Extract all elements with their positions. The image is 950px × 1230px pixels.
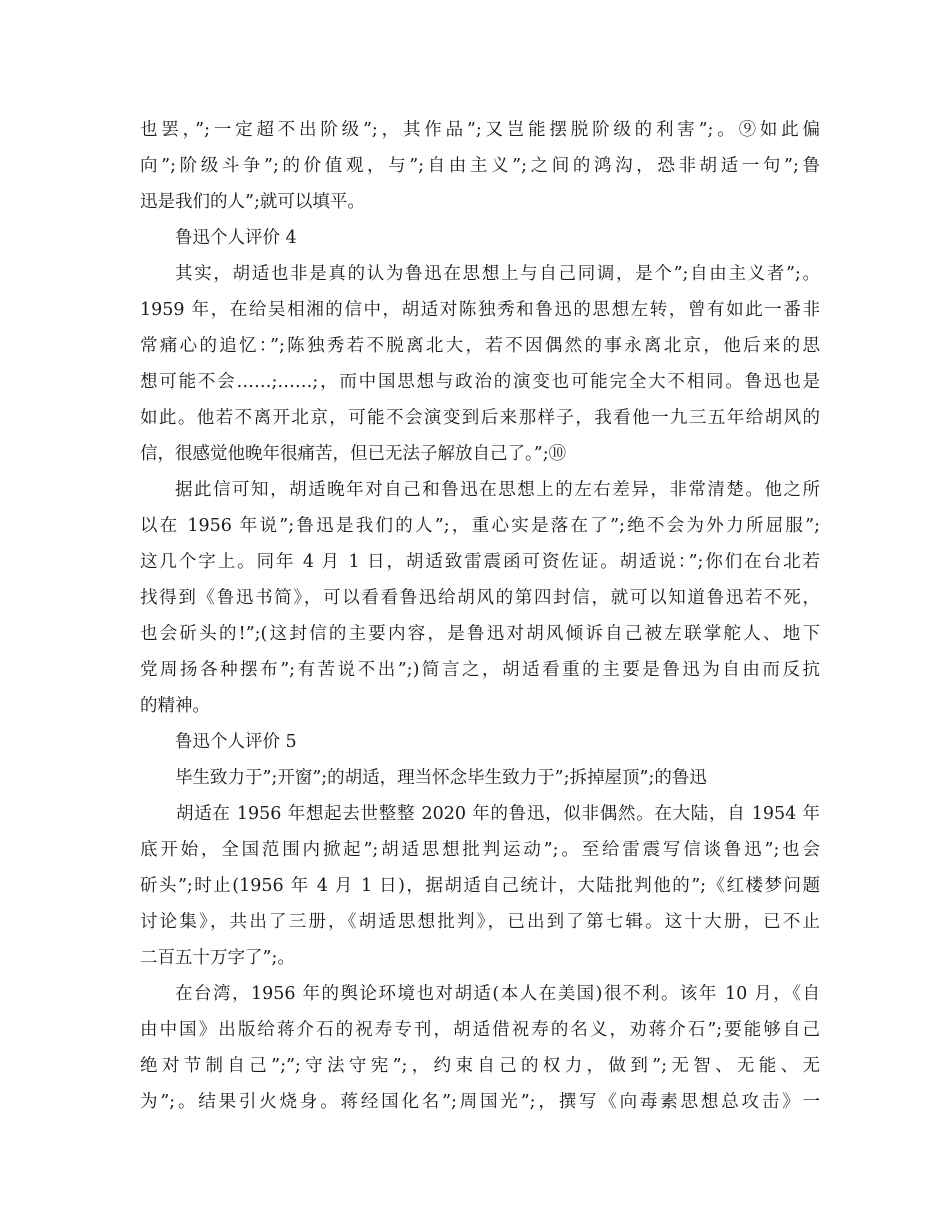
- text-line: 底开始，全国范围内掀起”;胡适思想批判运动”;。至给雷震写信谈鲁迅”;也会: [140, 840, 820, 860]
- section-heading: 鲁迅个人评价 4: [175, 228, 297, 248]
- text-line: 向”;阶级斗争”;的价值观，与”;自由主义”;之间的鸿沟，恐非胡适一句”;鲁: [140, 156, 820, 176]
- text-line: 也会斫头的!”;(这封信的主要内容，是鲁迅对胡风倾诉自己被左联掌舵人、地下: [140, 624, 820, 644]
- paragraph-first-line: 其实，胡适也非是真的认为鲁迅在思想上与自己同调，是个”;自由主义者”;。: [175, 264, 820, 284]
- text-line: 想可能不会……;……;，而中国思想与政治的演变也可能完全大不相同。鲁迅也是: [140, 372, 820, 392]
- text-line: 这几个字上。同年 4 月 1 日，胡适致雷震函可资佐证。胡适说：”;你们在台北若: [140, 552, 820, 572]
- text-line: 找得到《鲁迅书简》，可以看看鲁迅给胡风的第四封信，就可以知道鲁迅若不死，: [140, 588, 820, 608]
- text-line: 也罢，”;一定超不出阶级”;，其作品”;又岂能摆脱阶级的利害”;。⑨如此偏: [140, 120, 820, 140]
- section-heading: 鲁迅个人评价 5: [175, 732, 297, 752]
- text-line: 如此。他若不离开北京，可能不会演变到后来那样子，我看他一九三五年给胡风的: [140, 408, 820, 428]
- text-line: 由中国》出版给蒋介石的祝寿专刊，胡适借祝寿的名义，劝蒋介石”;要能够自己: [140, 1020, 820, 1040]
- text-line: 为”;。结果引火烧身。蒋经国化名”;周国光”;，撰写《向毒素思想总攻击》一: [140, 1092, 820, 1112]
- text-line: 二百五十万字了”;。: [140, 948, 295, 968]
- text-line: 的精神。: [140, 696, 210, 716]
- text-line: 党周扬各种摆布”;有苦说不出”;)简言之，胡适看重的主要是鲁迅为自由而反抗: [140, 660, 820, 680]
- text-line: 1959 年，在给吴相湘的信中，胡适对陈独秀和鲁迅的思想左转，曾有如此一番非: [140, 300, 820, 320]
- text-line: 信，很感觉他晚年很痛苦，但已无法子解放自己了。”;⑩: [140, 444, 567, 464]
- text-line: 以在 1956 年说”;鲁迅是我们的人”;，重心实是落在了”;绝不会为外力所屈服”;: [140, 516, 820, 536]
- text-line: 讨论集》，共出了三册，《胡适思想批判》，已出到了第七辑。这十大册，已不止: [140, 912, 820, 932]
- text-line: 迅是我们的人”;就可以填平。: [140, 192, 365, 212]
- text-line: 常痛心的追忆：”;陈独秀若不脱离北大，若不因偶然的事永离北京，他后来的思: [140, 336, 820, 356]
- paragraph-first-line: 胡适在 1956 年想起去世整整 2020 年的鲁迅，似非偶然。在大陆，自 1954 年: [176, 804, 820, 824]
- text-line: 斫头”;时止(1956 年 4 月 1 日)，据胡适自己统计，大陆批判他的”;《红楼梦问题: [140, 876, 820, 896]
- paragraph-subtitle: 毕生致力于”;开窗”;的胡适，理当怀念毕生致力于”;拆掉屋顶”;的鲁迅: [175, 768, 707, 788]
- paragraph-first-line: 据此信可知，胡适晚年对自己和鲁迅在思想上的左右差异，非常清楚。他之所: [175, 480, 820, 500]
- text-line: 绝对节制自己”;”;守法守宪”;，约束自己的权力，做到”;无智、无能、无: [140, 1056, 820, 1076]
- paragraph-first-line: 在台湾，1956 年的舆论环境也对胡适(本人在美国)很不利。该年 10 月，《自: [175, 984, 820, 1004]
